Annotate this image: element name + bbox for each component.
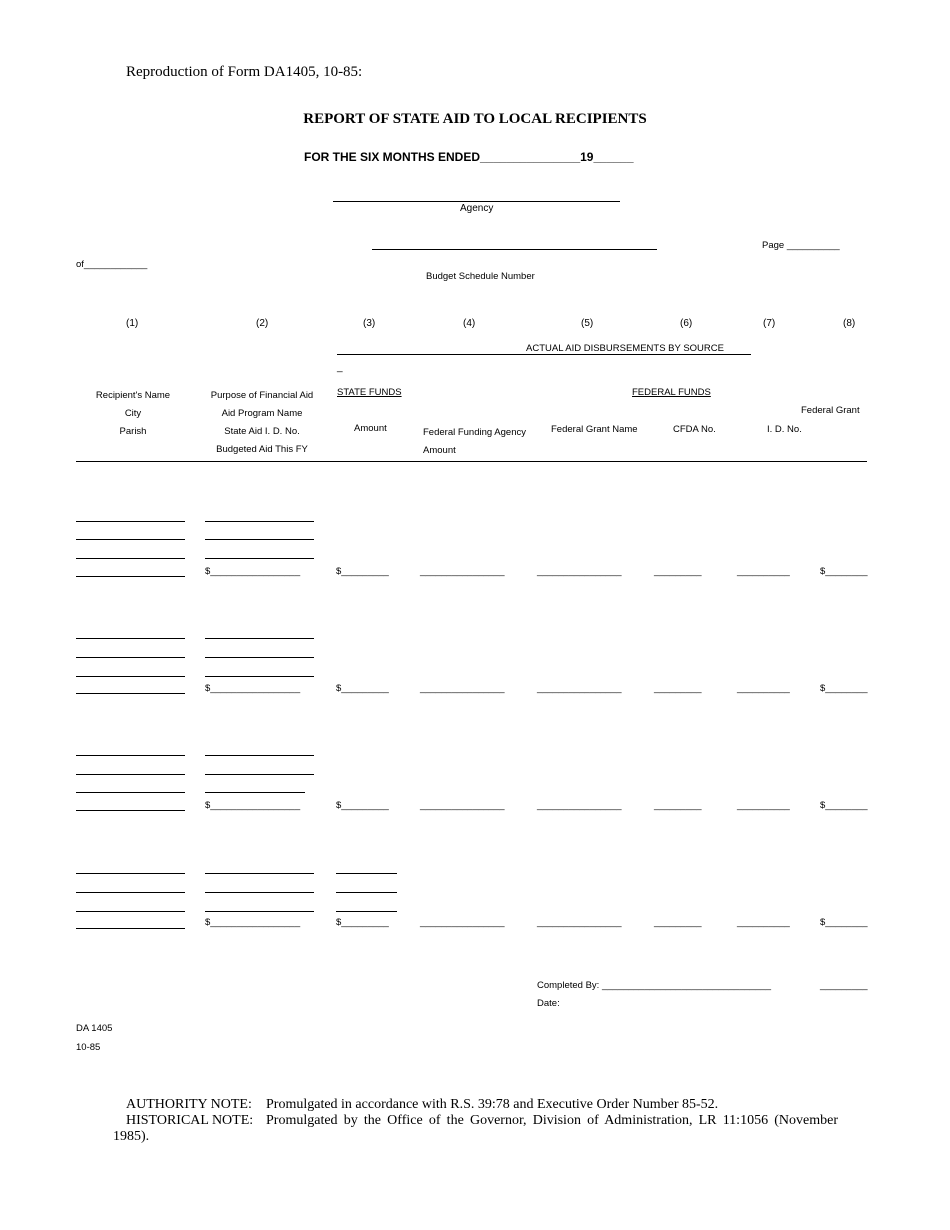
- entry4-grant-name[interactable]: ________________: [537, 917, 622, 928]
- column-number-7: (7): [763, 318, 776, 329]
- date-label: Date:: [537, 998, 560, 1009]
- col1-heading: [83, 387, 183, 441]
- entry3-c2-line3[interactable]: [205, 792, 305, 793]
- column-number-4: (4): [463, 318, 476, 329]
- entry4-c1-line1[interactable]: [76, 873, 185, 874]
- agency-label: Agency: [460, 203, 494, 214]
- federal-funds-heading: FEDERAL FUNDS: [632, 387, 711, 398]
- entry2-state-amount[interactable]: $_________: [336, 683, 389, 694]
- entry2-c1-line4[interactable]: [76, 693, 185, 694]
- column-number-1: (1): [126, 318, 139, 329]
- historical-note-text: Promulgated by the Office of the Governor, Division of Administration, LR 11:1056 (November: [266, 1113, 838, 1128]
- entry2-cfda[interactable]: _________: [654, 683, 702, 694]
- col4-amount: Amount: [423, 445, 456, 456]
- entry4-id[interactable]: __________: [737, 917, 790, 928]
- entry4-c2-line1[interactable]: [205, 873, 314, 874]
- column-number-6: (6): [680, 318, 693, 329]
- entry4-funding-agency[interactable]: ________________: [420, 917, 505, 928]
- entry2-c1-line3[interactable]: [76, 676, 185, 677]
- entry3-c1-line3[interactable]: [76, 792, 185, 793]
- entry4-c3-line1[interactable]: [336, 873, 397, 874]
- entry4-budgeted-aid[interactable]: $_________________: [205, 917, 301, 928]
- entry1-c1-line4[interactable]: [76, 576, 185, 577]
- entry3-state-amount[interactable]: $_________: [336, 800, 389, 811]
- entry3-c1-line1[interactable]: [76, 755, 185, 756]
- entry4-c1-line3[interactable]: [76, 911, 185, 912]
- col2-purpose: Purpose of Financial Aid: [210, 390, 314, 401]
- entry3-cfda[interactable]: _________: [654, 800, 702, 811]
- col1-city: City: [124, 408, 142, 419]
- entry3-grant-name[interactable]: ________________: [537, 800, 622, 811]
- form-title: REPORT OF STATE AID TO LOCAL RECIPIENTS: [303, 111, 647, 127]
- entry1-c2-line2[interactable]: [205, 539, 314, 540]
- entry1-state-amount[interactable]: $_________: [336, 566, 389, 577]
- entry3-c1-line4[interactable]: [76, 810, 185, 811]
- entry4-c3-line2[interactable]: [336, 892, 397, 893]
- completed-by-field[interactable]: Completed By: ________________________________: [537, 980, 772, 991]
- col1-recipient-name: Recipient's Name: [95, 390, 171, 401]
- col4-funding-agency: Federal Funding Agency: [423, 427, 526, 438]
- entry3-funding-agency[interactable]: ________________: [420, 800, 505, 811]
- entry2-c2-line1[interactable]: [205, 638, 314, 639]
- col7-id: I. D. No.: [767, 424, 802, 435]
- entry2-c2-line3[interactable]: [205, 676, 314, 677]
- col2-heading: [198, 387, 326, 459]
- entry1-c1-line2[interactable]: [76, 539, 185, 540]
- disbursement-banner: ACTUAL AID DISBURSEMENTS BY SOURCE: [526, 343, 724, 354]
- entry3-c1-line2[interactable]: [76, 774, 185, 775]
- page-field[interactable]: Page __________: [762, 240, 840, 251]
- budget-schedule-line[interactable]: [372, 249, 657, 250]
- entry1-id[interactable]: __________: [737, 566, 790, 577]
- entry2-budgeted-aid[interactable]: $_________________: [205, 683, 301, 694]
- authority-note-text: Promulgated in accordance with R.S. 39:78 and Executive Order Number 85-52.: [266, 1097, 719, 1112]
- col6-cfda: CFDA No.: [673, 424, 716, 435]
- entry2-c2-line2[interactable]: [205, 657, 314, 658]
- entry2-c1-line1[interactable]: [76, 638, 185, 639]
- entry3-federal-grant[interactable]: $________: [820, 800, 868, 811]
- disbursement-rule: [337, 354, 751, 355]
- state-funds-heading: STATE FUNDS: [337, 387, 402, 398]
- entry3-c2-line2[interactable]: [205, 774, 314, 775]
- entry4-cfda[interactable]: _________: [654, 917, 702, 928]
- entry1-budgeted-aid[interactable]: $_________________: [205, 566, 301, 577]
- historical-note-continuation: 1985).: [113, 1129, 150, 1144]
- form-code: DA 1405: [76, 1023, 113, 1034]
- col4-heading: [423, 424, 526, 460]
- column-number-5: (5): [581, 318, 594, 329]
- entry1-cfda[interactable]: _________: [654, 566, 702, 577]
- col3-amount: Amount: [354, 423, 387, 434]
- entry4-c3-line3[interactable]: [336, 911, 397, 912]
- entry1-c2-line1[interactable]: [205, 521, 314, 522]
- entry3-id[interactable]: __________: [737, 800, 790, 811]
- entry2-grant-name[interactable]: ________________: [537, 683, 622, 694]
- entry1-c1-line1[interactable]: [76, 521, 185, 522]
- entry3-budgeted-aid[interactable]: $_________________: [205, 800, 301, 811]
- entry4-federal-grant[interactable]: $________: [820, 917, 868, 928]
- header-divider: [76, 461, 867, 462]
- of-field[interactable]: of____________: [76, 259, 148, 270]
- budget-schedule-label: Budget Schedule Number: [426, 271, 535, 282]
- col8-federal-grant: Federal Grant: [801, 405, 860, 416]
- agency-line[interactable]: [333, 201, 620, 202]
- col2-program-name: Aid Program Name: [221, 408, 303, 419]
- entry3-c2-line1[interactable]: [205, 755, 314, 756]
- col1-parish: Parish: [119, 426, 147, 437]
- col2-budgeted-aid: Budgeted Aid This FY: [216, 444, 308, 455]
- col5-grant-name: Federal Grant Name: [551, 424, 638, 435]
- entry4-c2-line2[interactable]: [205, 892, 314, 893]
- column-number-3: (3): [363, 318, 376, 329]
- entry1-c1-line3[interactable]: [76, 558, 185, 559]
- col2-state-aid-id: State Aid I. D. No.: [224, 426, 300, 437]
- entry1-federal-grant[interactable]: $________: [820, 566, 868, 577]
- entry1-c2-line3[interactable]: [205, 558, 314, 559]
- authority-note-label: AUTHORITY NOTE:: [126, 1097, 252, 1112]
- completion-short-line[interactable]: _________: [820, 980, 868, 991]
- entry1-grant-name[interactable]: ________________: [537, 566, 622, 577]
- entry2-federal-grant[interactable]: $________: [820, 683, 868, 694]
- reproduction-caption: Reproduction of Form DA1405, 10-85:: [126, 64, 363, 80]
- form-subtitle: FOR THE SIX MONTHS ENDED_______________19______: [304, 150, 634, 164]
- dash-mark: _: [337, 362, 343, 373]
- entry4-c1-line4[interactable]: [76, 928, 185, 929]
- entry4-state-amount[interactable]: $_________: [336, 917, 389, 928]
- entry2-id[interactable]: __________: [737, 683, 790, 694]
- entry2-c1-line2[interactable]: [76, 657, 185, 658]
- column-number-2: (2): [256, 318, 269, 329]
- historical-note-label: HISTORICAL NOTE:: [126, 1113, 254, 1128]
- form-date: 10-85: [76, 1042, 101, 1053]
- entry4-c1-line2[interactable]: [76, 892, 185, 893]
- entry2-funding-agency[interactable]: ________________: [420, 683, 505, 694]
- column-number-8: (8): [843, 318, 856, 329]
- entry1-funding-agency[interactable]: ________________: [420, 566, 505, 577]
- entry4-c2-line3[interactable]: [205, 911, 314, 912]
